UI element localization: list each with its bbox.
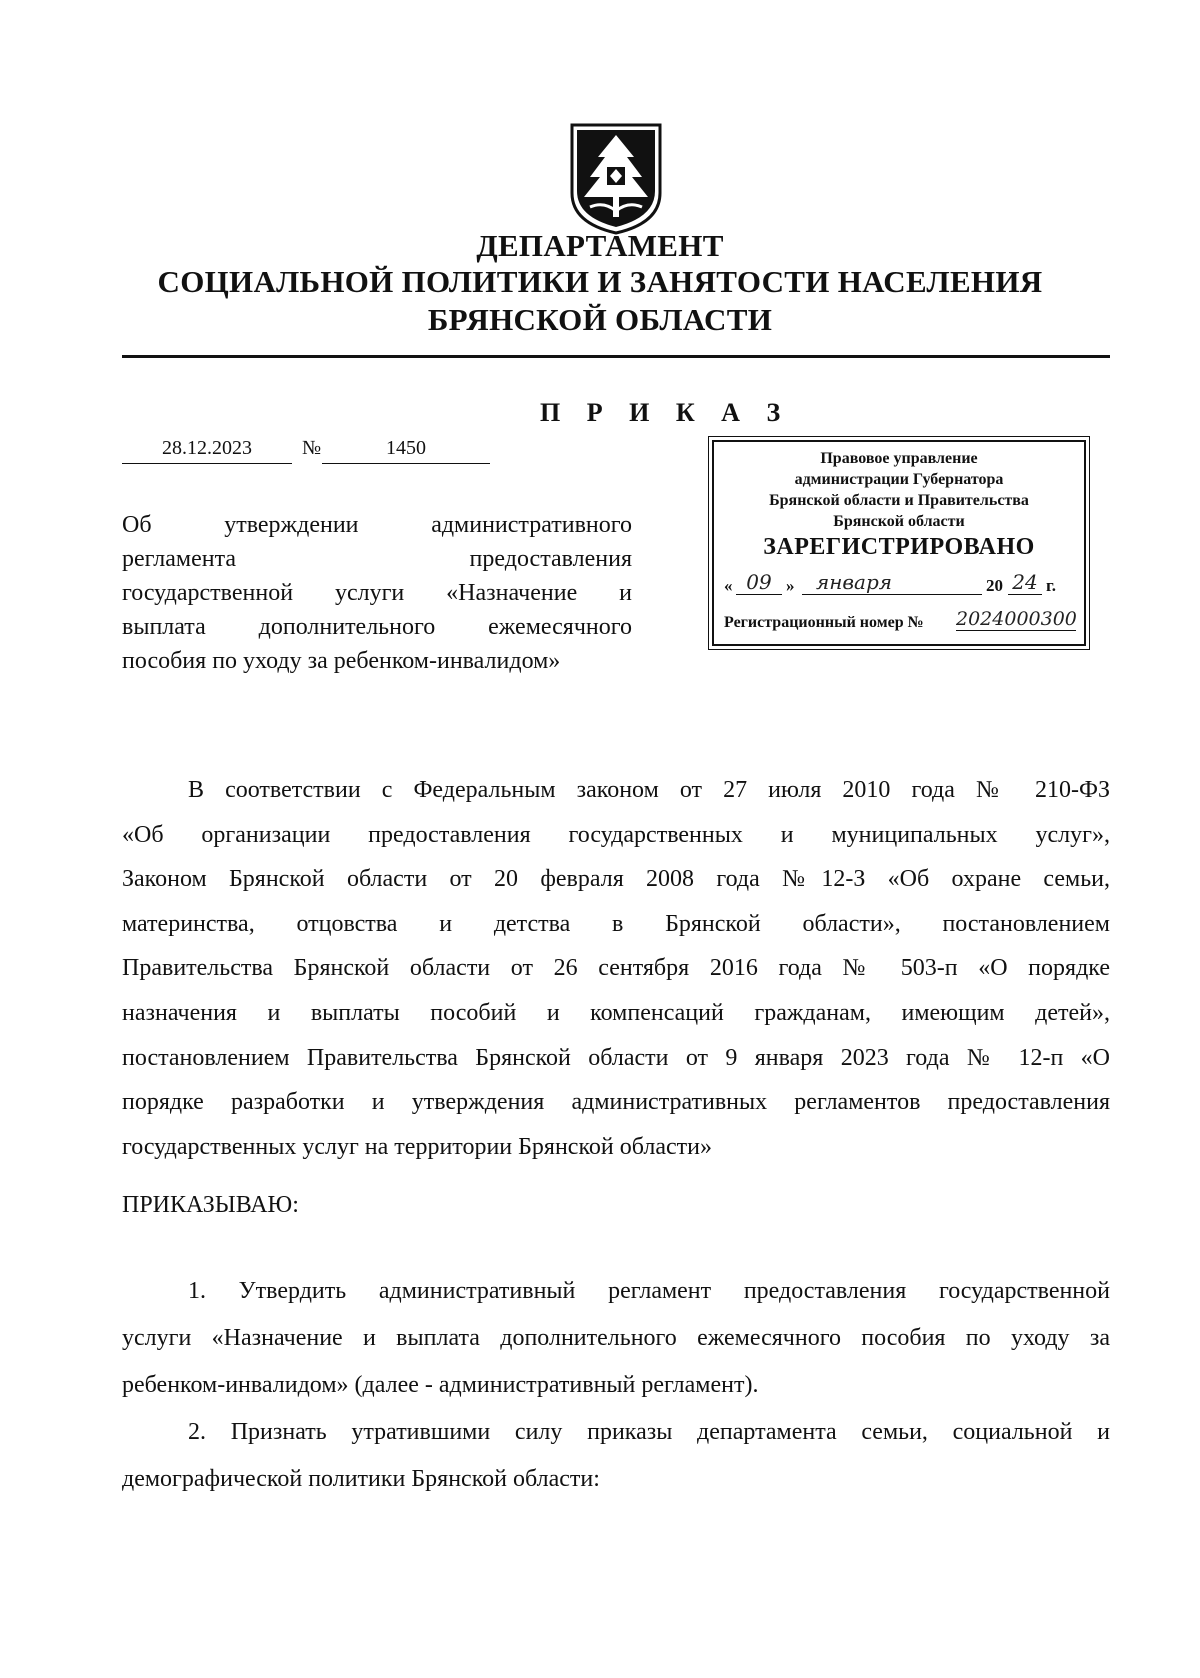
preamble-paragraph [122, 768, 1110, 1169]
paragraph-line: государственных услуг на территории Брянской области» [122, 1133, 712, 1160]
stamp-month: января [802, 570, 982, 595]
coat-of-arms-emblem [570, 123, 662, 235]
department-title-line3: БРЯНСКОЙ ОБЛАСТИ [427, 302, 773, 337]
subject-line: Об утверждении административного [122, 512, 632, 538]
paragraph-line: постановлением Правительства Брянской области от 9 января 2023 года № 12-п «О [122, 1044, 1110, 1071]
subject-line: регламента предоставления [122, 546, 632, 572]
item-line: ребенком-инвалидом» (далее - административный регламент). [122, 1372, 759, 1398]
stamp-line: Правовое управление [820, 450, 978, 467]
stamp-reg-row [724, 608, 1076, 636]
department-title-line2: СОЦИАЛЬНОЙ ПОЛИТИКИ И ЗАНЯТОСТИ НАСЕЛЕНИЯ [157, 264, 1043, 299]
stamp-open-quote: « [724, 576, 733, 595]
paragraph-line: порядке разработки и утверждения административных регламентов предоставления [122, 1089, 1110, 1116]
item-line: 1. Утвердить административный регламент предоставления государственной [188, 1278, 1110, 1304]
stamp-year-unit: г. [1046, 576, 1057, 595]
subject-line: выплата дополнительного ежемесячного [122, 614, 632, 640]
stamp-year-prefix: 20 [986, 576, 1003, 595]
order-title: П Р И К А З [540, 398, 791, 427]
subject-line: пособия по уходу за ребенком-инвалидом» [122, 648, 561, 674]
registration-stamp [712, 440, 1086, 646]
item-line: 2. Признать утратившими силу приказы департамента семьи, социальной и [188, 1419, 1110, 1445]
stamp-registered: ЗАРЕГИСТРИРОВАНО [763, 534, 1035, 560]
header-divider [122, 355, 1110, 358]
stamp-line: Брянской области и Правительства [769, 492, 1029, 509]
order-subject [122, 508, 632, 678]
stamp-day: 09 [736, 570, 782, 595]
item-line: демографической политики Брянской области: [122, 1466, 600, 1492]
paragraph-line: Законом Брянской области от 20 февраля 2008 года №12-З «Об охране семьи, [122, 866, 1110, 893]
paragraph-line: Правительства Брянской области от 26 сентября 2016 года № 503-п «О порядке [122, 955, 1110, 982]
paragraph-line: «Об организации предоставления государственных и муниципальных услуг», [122, 821, 1110, 848]
paragraph-line: назначения и выплаты пособий и компенсаций гражданам, имеющим детей», [122, 999, 1110, 1026]
stamp-reg-label: Регистрационный номер № [724, 614, 924, 631]
stamp-date-row [724, 570, 1076, 600]
stamp-line: администрации Губернатора [794, 471, 1004, 488]
subject-line: государственной услуги «Назначение и [122, 580, 632, 606]
stamp-line: Брянской области [833, 513, 965, 530]
item-line: услуги «Назначение и выплата дополнительного ежемесячного пособия по уходу за [122, 1325, 1110, 1351]
department-title-line1: ДЕПАРТАМЕНТ [476, 228, 724, 263]
order-number-sign: № [302, 437, 322, 459]
stamp-close-quote: » [786, 576, 795, 595]
paragraph-line: В соответствии с Федеральным законом от 27 июля 2010 года № 210-ФЗ [188, 777, 1110, 803]
order-items [122, 1268, 1110, 1503]
order-number: 1450 [322, 437, 490, 464]
decree-word: ПРИКАЗЫВАЮ: [122, 1192, 299, 1218]
order-date: 28.12.2023 [122, 437, 292, 464]
stamp-year-suffix: 24 [1008, 570, 1042, 595]
paragraph-line: материнства, отцовства и детства в Брянской области», постановлением [122, 910, 1110, 937]
stamp-reg-number: 2024000300 [956, 608, 1077, 630]
